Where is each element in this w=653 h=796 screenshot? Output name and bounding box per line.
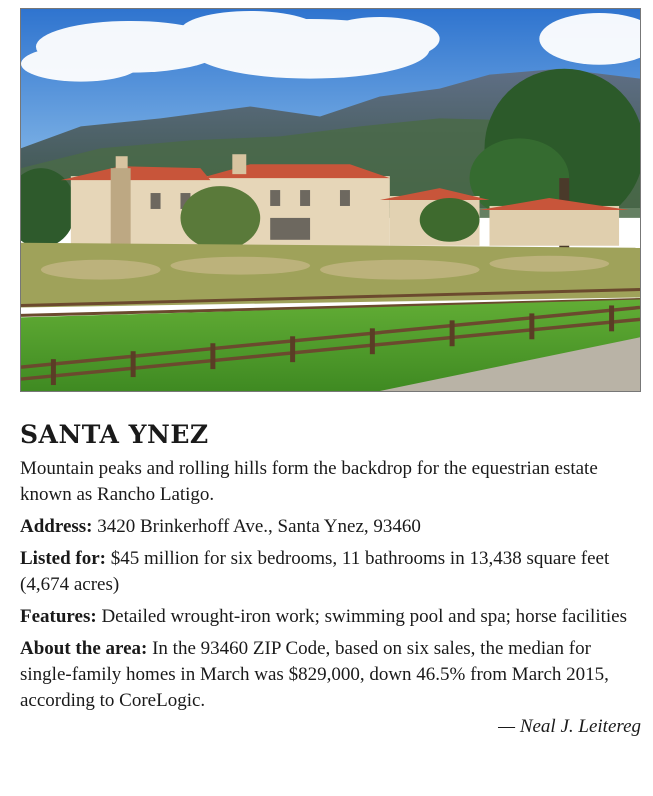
byline: — Neal J. Leitereg — [498, 716, 641, 737]
estate-photo — [20, 8, 641, 392]
features-label: Features: — [20, 606, 97, 627]
area-value: In the 93460 ZIP Code, based on six sales, the median for single-family homes in March was $829,000, down 46.5% from March 2015, according to CoreLogic. — [20, 638, 609, 711]
listed-line — [20, 546, 645, 598]
lead-paragraph: Mountain peaks and rolling hills form the backdrop for the equestrian estate known as Rancho Latigo. — [20, 458, 598, 505]
area-label: About the area: — [20, 638, 148, 659]
address-line — [20, 514, 645, 540]
listed-label: Listed for: — [20, 548, 107, 569]
listed-value: $45 million for six bedrooms, 11 bathrooms in 13,438 square feet (4,674 acres) — [20, 548, 610, 595]
features-line — [20, 604, 645, 630]
address-value: 3420 Brinkerhoff Ave., Santa Ynez, 93460 — [97, 516, 421, 537]
headline: SANTA YNEZ — [20, 420, 209, 449]
area-line — [20, 636, 645, 714]
listing-text — [20, 420, 645, 740]
features-value: Detailed wrought-iron work; swimming pool and spa; horse facilities — [101, 606, 627, 627]
rancho-latigo-image — [21, 9, 640, 391]
address-label: Address: — [20, 516, 93, 537]
